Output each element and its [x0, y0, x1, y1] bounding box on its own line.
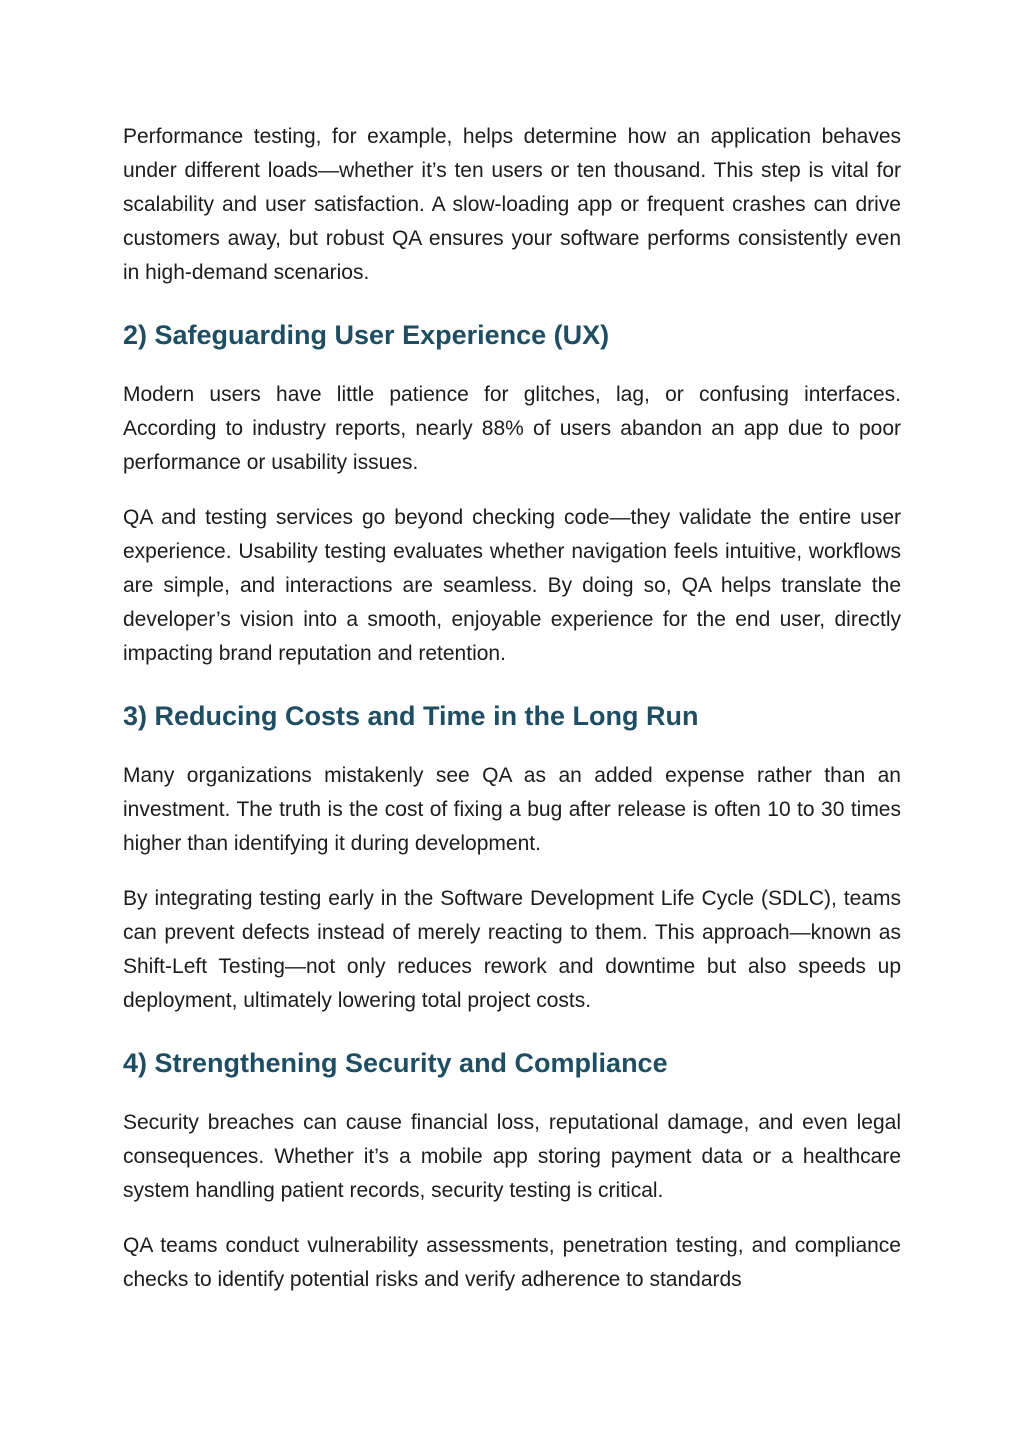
heading-reducing-costs-and-time: 3) Reducing Costs and Time in the Long Run [123, 701, 699, 731]
paragraph-performance-testing: Performance testing, for example, helps determine how an application behaves under different loads—whether it’s ten users or ten thousand. This step is vital for scalability and user satisfaction. A slow-loading app or frequent crashes can drive customers away, but robust QA ensures your software performs consistently even in high-demand scenarios. [123, 125, 901, 284]
paragraph-many-organizations: Many organizations mistakenly see QA as an added expense rather than an investment. The truth is the cost of fixing a bug after release is often 10 to 30 times higher than identifying it during development. [123, 764, 901, 855]
heading-strengthening-security-compliance: 4) Strengthening Security and Compliance [123, 1048, 668, 1078]
paragraph-modern-users: Modern users have little patience for glitches, lag, or confusing interfaces. According to industry reports, nearly 88% of users abandon an app due to poor performance or usability issues. [123, 383, 901, 474]
paragraph-qa-testing-services: QA and testing services go beyond checking code—they validate the entire user experience. Usability testing evaluates whether navigation feels intuitive, workflows are simple, and interactions are seamless. By doing so, QA helps translate the developer’s vision into a smooth, enjoyable experience for the end user, directly impacting brand reputation and retention. [123, 506, 901, 665]
paragraph-shift-left-testing: By integrating testing early in the Software Development Life Cycle (SDLC), teams can prevent defects instead of merely reacting to them. This approach—known as Shift-Left Testing—not only reduces rework and downtime but also speeds up deployment, ultimately lowering total project costs. [123, 887, 901, 1012]
heading-safeguarding-user-experience: 2) Safeguarding User Experience (UX) [123, 320, 610, 350]
paragraph-qa-teams-conduct: QA teams conduct vulnerability assessments, penetration testing, and compliance checks to identify potential risks and verify adherence to standards [123, 1234, 901, 1291]
paragraph-security-breaches: Security breaches can cause financial loss, reputational damage, and even legal consequences. Whether it’s a mobile app storing payment data or a healthcare system handling patient records, security testing is critical. [123, 1111, 901, 1202]
